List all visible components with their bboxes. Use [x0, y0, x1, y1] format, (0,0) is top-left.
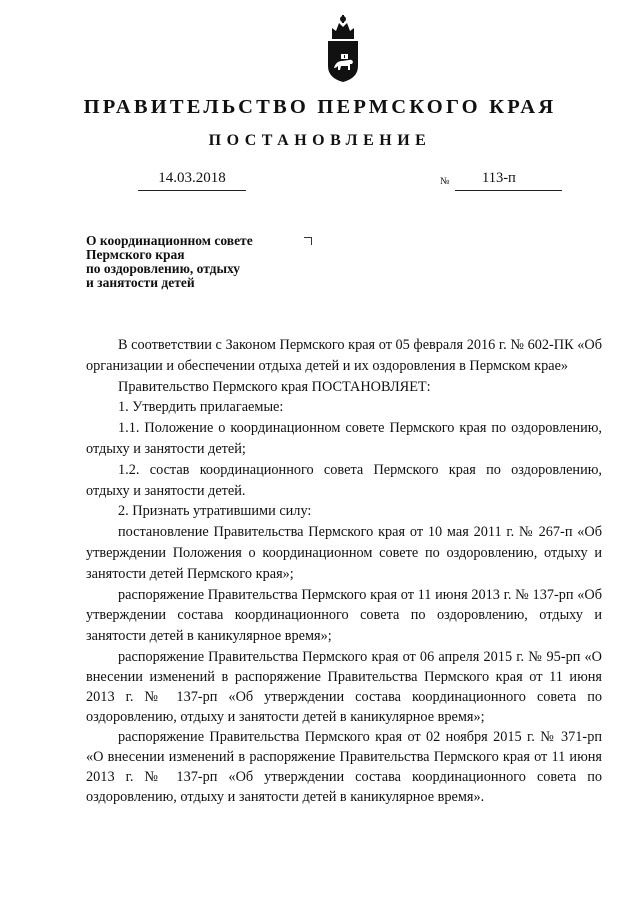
- subject-line: Пермского края: [86, 247, 185, 262]
- body-paragraph: распоряжение Правительства Пермского края от 11 июня 2013 г. № 137-рп «Об утверждении состава координационного совета по оздоровлению, отдыху и занятости детей в каникулярное время»;: [86, 586, 602, 645]
- document-subject: [86, 234, 286, 290]
- body-paragraph: постановление Правительства Пермского края от 10 мая 2011 г. № 267-п «Об утверждении Положения о координационном совете по оздоровлению, отдыху и занятости детей Пермского края»;: [86, 524, 602, 582]
- document-number: 113-п: [482, 170, 516, 186]
- body-paragraph: 2. Признать утратившими силу:: [118, 503, 312, 520]
- number-sign: №: [440, 176, 450, 187]
- perm-krai-coat-of-arms-icon: [324, 14, 362, 84]
- document-type: ПОСТАНОВЛЕНИЕ: [208, 132, 432, 149]
- body-paragraph: 1.1. Положение о координационном совете Пермского края по оздоровлению, отдыху и занятости детей;: [86, 420, 602, 457]
- subject-line: и занятости детей: [86, 275, 195, 290]
- body-paragraph: 1.2. состав координационного совета Пермского края по оздоровлению, отдыху и занятости детей.: [86, 461, 602, 499]
- document-body: [86, 335, 602, 807]
- body-paragraph: 1. Утвердить прилагаемые:: [118, 399, 284, 416]
- number-underline: [455, 190, 562, 191]
- subject-line: по оздоровлению, отдыху: [86, 261, 241, 276]
- body-paragraph: Правительство Пермского края ПОСТАНОВЛЯЕТ:: [118, 378, 431, 395]
- body-paragraph: распоряжение Правительства Пермского края от 02 ноября 2015 г. № 371-рп «О внесении изменений в распоряжение Правительства Пермского края от 11 июня 2013 г. № 137-рп «Об утверждении состава координационного совета по оздоровлению, отдыху и занятости детей в каникулярное время».: [86, 728, 602, 805]
- subject-corner-mark: [304, 237, 312, 245]
- government-title: ПРАВИТЕЛЬСТВО ПЕРМСКОГО КРАЯ: [83, 96, 557, 118]
- document-date: 14.03.2018: [138, 170, 246, 191]
- body-paragraph: В соответствии с Законом Пермского края от 05 февраля 2016 г. № 602-ПК «Об организации и обеспечении отдыха детей и их оздоровления в Пермском крае»: [86, 337, 602, 374]
- body-paragraph: распоряжение Правительства Пермского края от 06 апреля 2015 г. № 95-рп «О внесении изменений в распоряжение Правительства Пермского края от 11 июня 2013 г. № 137-рп «Об утверждении состава координационного совета по оздоровлению, отдыху и занятости детей в каникулярное время»;: [86, 648, 602, 725]
- subject-line: О координационном совете: [86, 233, 253, 248]
